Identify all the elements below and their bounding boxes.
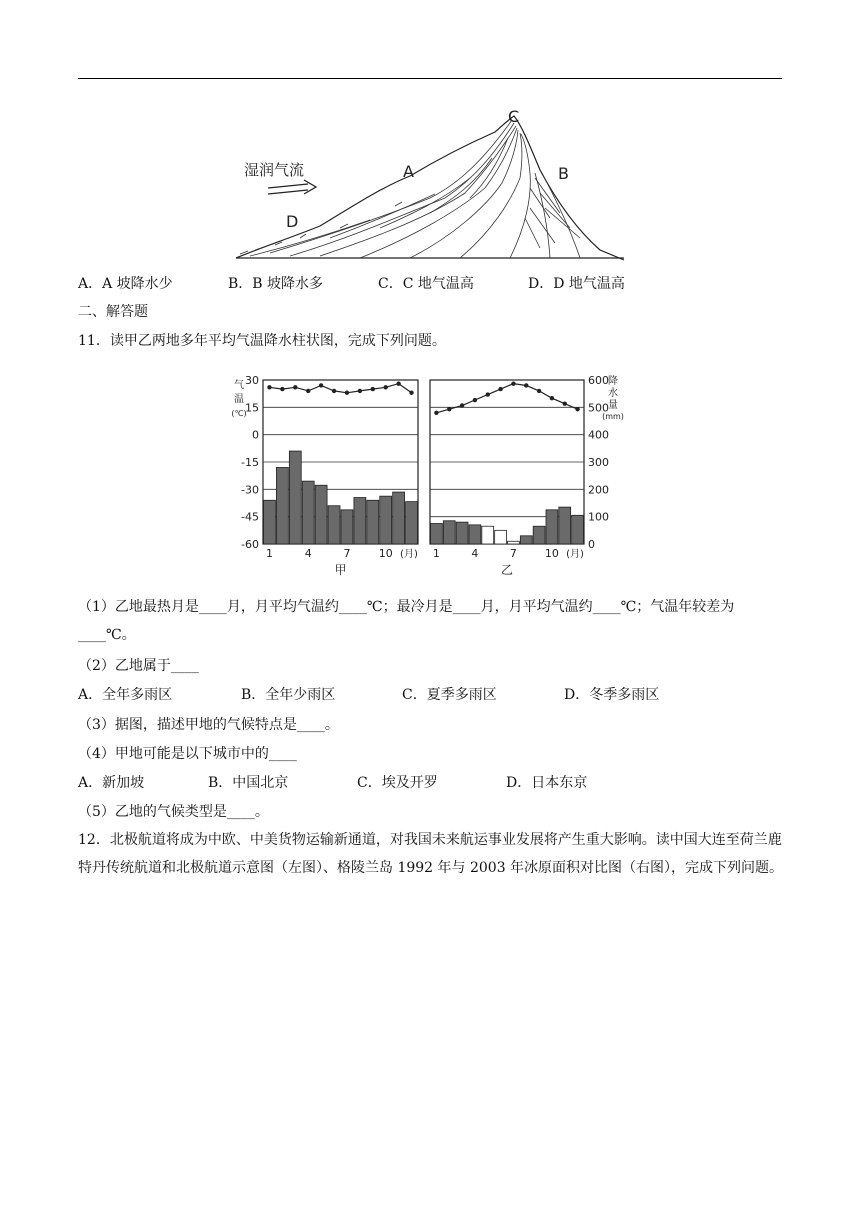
q10-option-a: A．A 坡降水少 — [78, 276, 173, 292]
precip-bar — [456, 522, 468, 544]
x-tick-label: 7 — [509, 547, 517, 560]
temperature-point — [498, 387, 502, 391]
precip-axis-label: 水 — [608, 388, 618, 399]
temperature-point — [332, 389, 336, 393]
precip-bar — [341, 510, 353, 544]
chart-caption: 甲 — [334, 563, 347, 577]
precip-bar — [328, 506, 340, 544]
precip-bar — [469, 525, 481, 544]
precip-tick-label: 400 — [588, 428, 609, 442]
temp-axis-label: (℃) — [231, 409, 247, 418]
x-tick-label: 1 — [432, 547, 440, 560]
precip-axis-label: (mm) — [602, 412, 624, 421]
temperature-point — [384, 385, 388, 389]
precip-bar — [431, 524, 443, 545]
temperature-point — [575, 407, 579, 411]
temperature-point — [434, 411, 438, 415]
x-tick-label: 10 — [378, 547, 393, 560]
precip-bar — [572, 515, 584, 544]
temperature-point — [486, 392, 490, 396]
precip-bar — [546, 510, 558, 544]
precip-bar — [289, 451, 301, 544]
temperature-point — [280, 387, 284, 391]
temp-tick-label: 0 — [252, 428, 259, 442]
point-c-label: C — [508, 107, 520, 126]
precip-bar — [367, 500, 379, 544]
q11-stem: 11．读甲乙两地多年平均气温降水柱状图，完成下列问题。 — [78, 333, 446, 349]
q11-sub4-option-a: A．新加坡 — [78, 775, 145, 791]
chart-caption: 乙 — [500, 563, 514, 577]
temp-tick-label: -45 — [241, 510, 259, 524]
temperature-point — [396, 381, 400, 385]
x-unit-label: (月) — [566, 549, 584, 560]
precip-bar — [443, 521, 455, 544]
temperature-point — [319, 383, 323, 387]
precip-bar — [495, 530, 507, 544]
temp-tick-label: -30 — [241, 483, 259, 497]
q11-sub4: （4）甲地可能是以下城市中的____ — [78, 746, 297, 762]
q10-option-c: C．C 地气温高 — [378, 276, 474, 292]
q11-sub2-option-c: C．夏季多雨区 — [402, 687, 497, 703]
precip-bar — [533, 526, 545, 544]
precip-tick-label: 200 — [588, 483, 609, 497]
precip-bar — [393, 492, 405, 544]
precip-bar — [406, 502, 418, 544]
mountain-figure — [230, 98, 630, 262]
temperature-point — [460, 403, 464, 407]
q10-option-b: B．B 坡降水多 — [228, 276, 324, 292]
point-d-label: D — [286, 212, 299, 231]
airflow-label: 湿润气流 — [244, 161, 305, 179]
temperature-point — [306, 389, 310, 393]
q10-option-d: D．D 地气温高 — [528, 276, 625, 292]
temp-axis-label: 气 — [234, 380, 244, 391]
precip-tick-label: 100 — [588, 510, 609, 524]
x-tick-label: 7 — [343, 547, 351, 560]
x-tick-label: 4 — [304, 547, 312, 560]
temp-tick-label: -15 — [241, 456, 259, 469]
q11-sub1-line2: ____℃。 — [78, 627, 136, 643]
precip-bar — [508, 541, 520, 544]
temp-axis-label: 温 — [234, 394, 244, 405]
x-tick-label: 1 — [265, 547, 273, 560]
moist-airflow-arrow — [268, 180, 316, 194]
x-tick-label: 10 — [544, 547, 559, 560]
q11-sub2-option-d: D．冬季多雨区 — [564, 687, 660, 703]
precip-axis-label: 降 — [608, 376, 618, 387]
precip-tick-label: 300 — [588, 456, 609, 469]
point-a-label: A — [403, 162, 414, 181]
temperature-point — [358, 389, 362, 393]
temperature-point — [409, 391, 413, 395]
temperature-point — [345, 391, 349, 395]
section-title: 二、解答题 — [78, 304, 148, 320]
temperature-point — [371, 387, 375, 391]
point-b-label: B — [558, 164, 569, 183]
q11-sub5: （5）乙地的气候类型是____。 — [78, 804, 269, 820]
precip-bar — [302, 481, 314, 544]
q11-sub4-option-c: C．埃及开罗 — [357, 775, 438, 791]
temp-tick-label: -60 — [241, 538, 259, 551]
precip-tick-label: 600 — [588, 374, 609, 387]
temperature-point — [563, 401, 567, 405]
precip-bar — [264, 500, 276, 544]
temperature-point — [524, 383, 528, 387]
x-unit-label: (月) — [400, 549, 418, 560]
mountain-outline — [236, 116, 624, 260]
precip-bar — [354, 498, 366, 544]
precip-bar — [482, 526, 494, 544]
q11-sub2-option-a: A．全年多雨区 — [78, 687, 173, 703]
climate-charts — [226, 368, 626, 582]
precip-bar — [380, 496, 392, 544]
precip-bar — [520, 536, 532, 544]
temp-tick-label: 30 — [245, 374, 259, 387]
precip-bar — [276, 467, 288, 544]
precip-axis-label: 量 — [608, 400, 618, 411]
precip-bar — [559, 507, 571, 544]
temperature-point — [293, 385, 297, 389]
temperature-point — [511, 381, 515, 385]
temperature-point — [447, 407, 451, 411]
q11-sub1-line1: （1）乙地最热月是____月，月平均气温约____℃；最冷月是____月，月平均气温约____℃；气温年较差为 — [78, 599, 735, 615]
q12-text: 12．北极航道将成为中欧、中美货物运输新通道，对我国未来航运事业发展将产生重大影响。读中国大连至荷兰鹿特丹传统航道和北极航道示意图（左图）、格陵兰岛 1992 年与 2003 年冰原面积对比图（右图），完成下列问题。 — [78, 832, 784, 876]
precip-bar — [315, 485, 327, 544]
x-tick-label: 4 — [471, 547, 479, 560]
q11-sub2: （2）乙地属于____ — [78, 658, 199, 674]
precip-tick-label: 0 — [588, 538, 595, 551]
q11-sub4-option-d: D．日本东京 — [506, 775, 588, 791]
temp-tick-label: 15 — [245, 401, 259, 415]
temperature-point — [473, 398, 477, 402]
header-rule — [78, 78, 782, 79]
precip-tick-label: 500 — [588, 401, 609, 415]
temperature-point — [537, 389, 541, 393]
q11-sub4-option-b: B．中国北京 — [208, 775, 289, 791]
q11-sub2-option-b: B．全年少雨区 — [241, 687, 336, 703]
temperature-point — [267, 385, 271, 389]
q11-sub3: （3）据图，描述甲地的气候特点是____。 — [78, 717, 339, 733]
temperature-point — [550, 396, 554, 400]
